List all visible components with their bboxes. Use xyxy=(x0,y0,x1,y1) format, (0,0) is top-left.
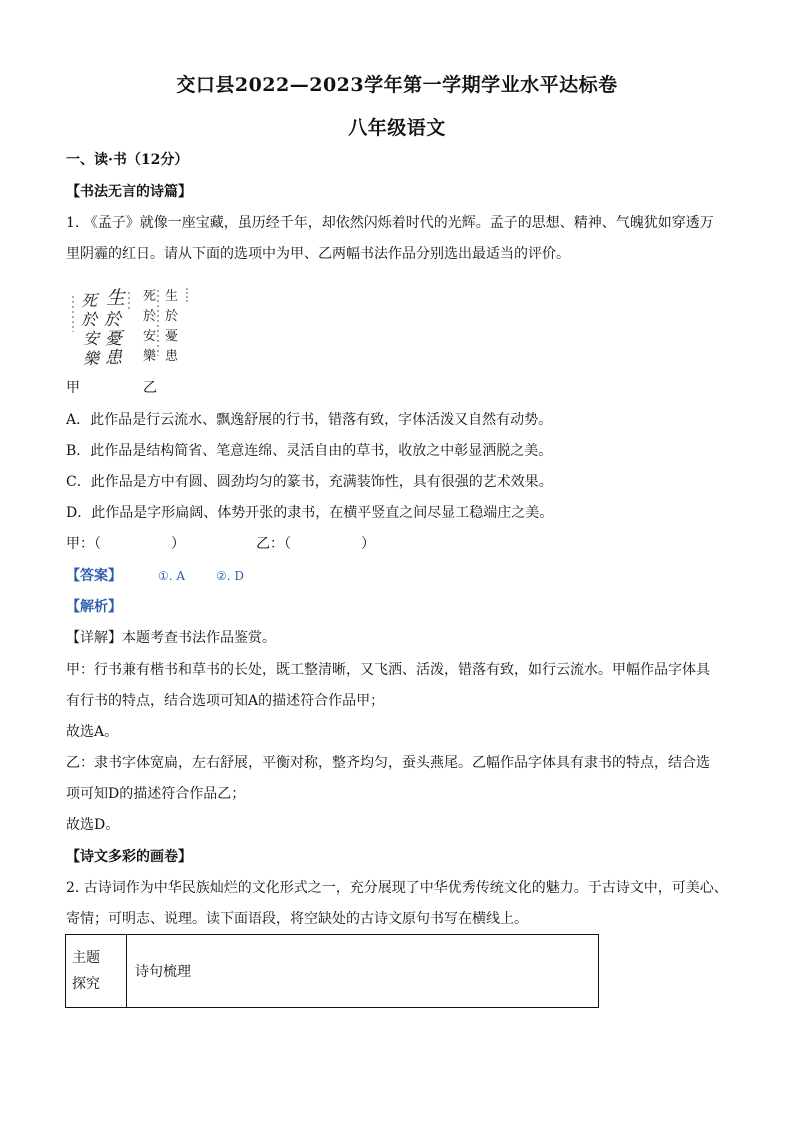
calligraphy-image xyxy=(72,282,198,366)
blank-jia: 甲：（ ） xyxy=(66,536,185,552)
q1-option-a: A．此作品是行云流水、飘逸舒展的行书，错落有致，字体活泼又自然有动势。 xyxy=(66,412,553,428)
answer-1: ①. A xyxy=(158,569,186,583)
yi-choice: 故选D。 xyxy=(66,817,120,833)
table-header-theme-line2: 探究 xyxy=(72,976,100,992)
q1-option-d: D．此作品是字形扁阔、体势开张的隶书，在横平竖直之间尽显工稳端庄之美。 xyxy=(66,505,554,521)
table-row xyxy=(66,935,599,1008)
calli-yi-char: 憂 xyxy=(165,329,179,344)
yi-analysis-line1: 乙：隶书字体宽扁，左右舒展，平衡对称，整齐均匀，蚕头燕尾。乙幅作品字体具有隶书的特点，结合选 xyxy=(66,755,710,771)
calli-jia-char: 死 xyxy=(81,291,98,310)
label-yi: 乙 xyxy=(143,380,157,396)
q1-stem-line2: 里阴霾的红日。请从下面的选项中为甲、乙两幅书法作品分别选出最适当的评价。 xyxy=(66,246,570,262)
calli-jia-char: 憂 xyxy=(105,329,122,349)
calli-jia-char: 生 xyxy=(106,287,126,309)
q1-option-b: B．此作品是结构简省、笔意连绵、灵活自由的草书，收放之中彰显洒脱之美。 xyxy=(66,443,553,459)
q2-table xyxy=(65,934,599,1008)
label-jia: 甲 xyxy=(66,380,80,396)
calli-yi-char: 患 xyxy=(165,349,179,364)
q1-option-c: C．此作品是方中有圆、圆劲均匀的篆书，充满装饰性，具有很强的艺术效果。 xyxy=(66,474,553,490)
calli-jia-char: 於 xyxy=(81,310,98,329)
jia-analysis-line1: 甲：行书兼有楷书和草书的长处，既工整清晰，又飞洒、活泼，错落有致，如行云流水。甲幅作品字体具 xyxy=(66,662,710,678)
jia-choice: 故选A。 xyxy=(66,724,119,740)
subsection-heading-2: 【诗文多彩的画卷】 xyxy=(66,849,192,865)
subsection-heading: 【书法无言的诗篇】 xyxy=(66,184,192,200)
section-heading: 一、读·书（12分） xyxy=(66,152,189,168)
calli-yi-char: 生 xyxy=(165,289,179,304)
calli-jia-char: 於 xyxy=(104,310,121,330)
q1-stem-line1: 1. 《孟子》就像一座宝藏，虽历经千年，却依然闪烁着时代的光辉。孟子的思想、精神、气魄犹如穿透万 xyxy=(66,215,714,231)
q2-stem-line2: 寄情；可明志、说理。读下面语段，将空缺处的古诗文原句书写在横线上。 xyxy=(66,911,528,927)
calli-yi-char: 於 xyxy=(165,309,179,324)
answer-2: ②. D xyxy=(216,569,245,583)
table-header-theme xyxy=(66,935,127,1008)
calli-yi-char: 死 xyxy=(143,289,157,304)
table-header-theme-line1: 主题 xyxy=(72,950,100,966)
calli-jia-char: 樂 xyxy=(83,349,100,366)
table-header-poems: 诗句梳理 xyxy=(127,935,599,1008)
blank-yi: 乙：（ ） xyxy=(256,536,375,552)
yi-analysis-line2: 项可知D的描述符合作品乙； xyxy=(66,786,246,802)
calli-yi-char: 於 xyxy=(143,309,157,324)
exam-title: 交口县2022—2023学年第一学期学业水平达标卷 xyxy=(176,74,618,96)
detail-line: 【详解】本题考查书法作品鉴赏。 xyxy=(66,630,276,646)
calli-yi-char: 安 xyxy=(143,329,157,344)
calli-jia-char: 患 xyxy=(105,348,122,366)
exam-subtitle: 八年级语文 xyxy=(348,117,446,139)
calli-jia-char: 安 xyxy=(83,329,100,348)
calli-yi-char: 樂 xyxy=(143,349,157,364)
answer-tag: 【答案】 xyxy=(66,568,122,584)
jia-analysis-line2: 有行书的特点，结合选项可知A的描述符合作品甲； xyxy=(66,693,385,709)
analysis-tag: 【解析】 xyxy=(66,599,122,615)
q2-stem-line1: 2. 古诗词作为中华民族灿烂的文化形式之一，充分展现了中华优秀传统文化的魅力。于古诗文中，可美心、 xyxy=(66,880,728,896)
